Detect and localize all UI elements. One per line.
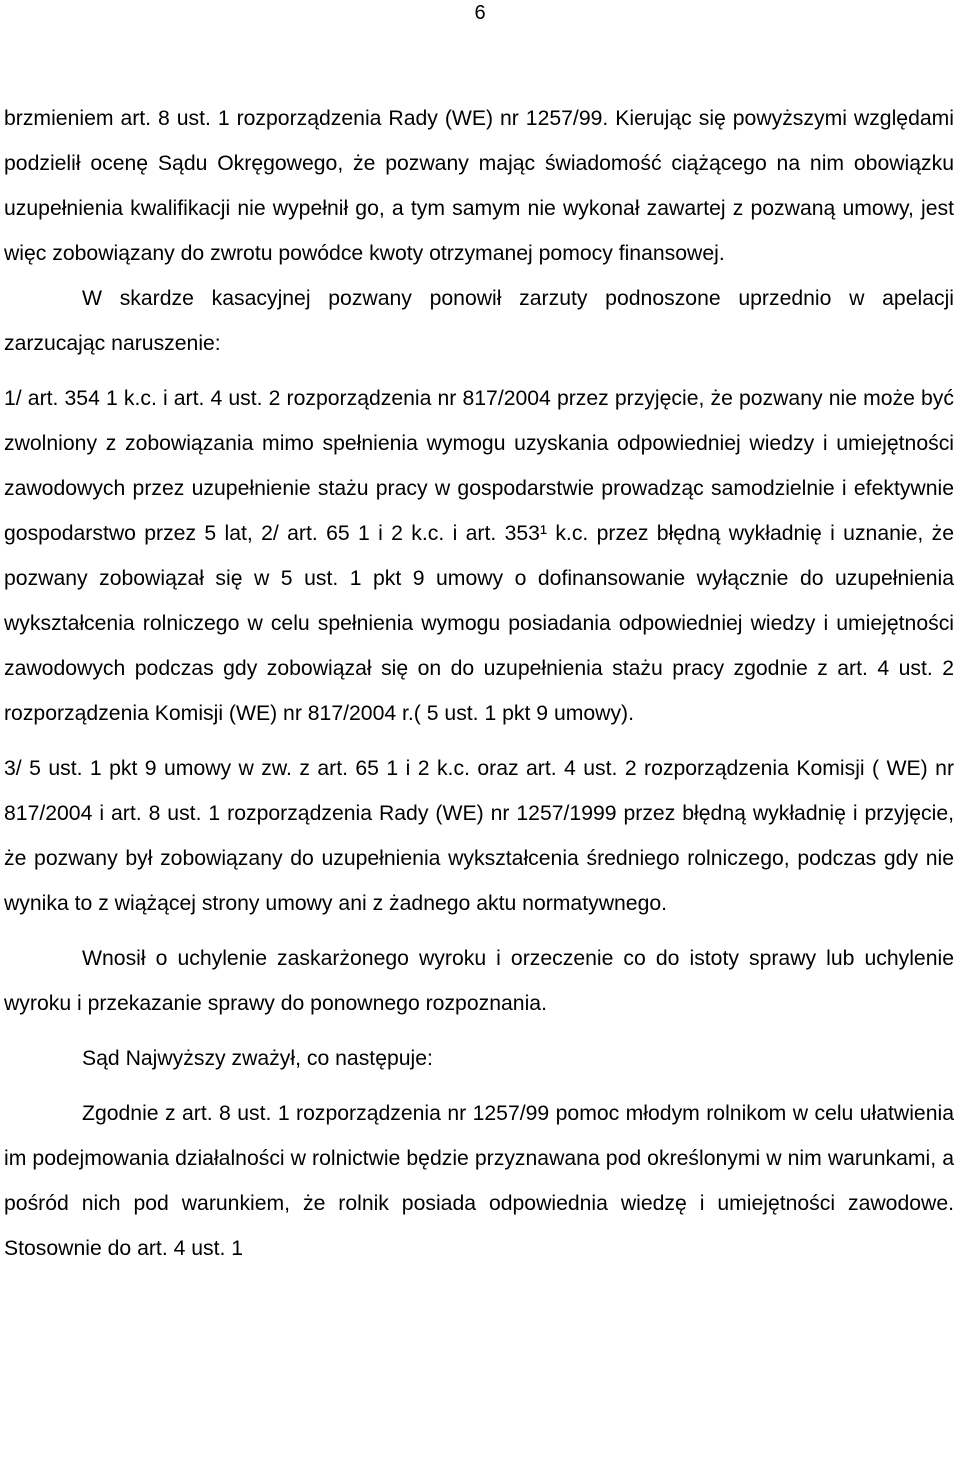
paragraph-2: W skardze kasacyjnej pozwany ponowił zarzuty podnoszone uprzednio w apelacji zarzucając naruszenie:: [4, 287, 954, 355]
paragraph-5: Wnosił o uchylenie zaskarżonego wyroku i orzeczenie co do istoty sprawy lub uchylenie wyroku i przekazanie sprawy do ponownego rozpoznania.: [4, 947, 954, 1015]
paragraph-4: 3/ 5 ust. 1 pkt 9 umowy w zw. z art. 65 1 i 2 k.c. oraz art. 4 ust. 2 rozporządzenia Komisji ( WE) nr 817/2004 i art. 8 ust. 1 rozporządzenia Rady (WE) nr 1257/1999 przez błędną wykładnię i przyjęcie, że pozwany był zobowiązany do uzupełnienia wykształcenia średniego rolniczego, podczas gdy nie wynika to z wiążącej strony umowy ani z żadnego aktu normatywnego.: [4, 757, 954, 915]
paragraph-1: brzmieniem art. 8 ust. 1 rozporządzenia Rady (WE) nr 1257/99. Kierując się powyższymi względami podzielił ocenę Sądu Okręgowego, że pozwany mając świadomość ciążącego na nim obowiązku uzupełnienia kwalifikacji nie wypełnił go, a tym samym nie wykonał zawartej z pozwaną umowy, jest więc zobowiązany do zwrotu powódce kwoty otrzymanej pomocy finansowej.: [4, 107, 954, 265]
document-body: [4, 96, 954, 1271]
paragraph-7: Zgodnie z art. 8 ust. 1 rozporządzenia nr 1257/99 pomoc młodym rolnikom w celu ułatwienia im podejmowania działalności w rolnictwie będzie przyznawana pod określonymi w nim warunkami, a pośród nich pod warunkiem, że rolnik posiada odpowiednia wiedzę i umiejętności zawodowe. Stosownie do art. 4 ust. 1: [4, 1102, 954, 1260]
paragraph-3: 1/ art. 354 1 k.c. i art. 4 ust. 2 rozporządzenia nr 817/2004 przez przyjęcie, że pozwany nie może być zwolniony z zobowiązania mimo spełnienia wymogu uzyskania odpowiedniej wiedzy i umiejętności zawodowych przez uzupełnienie stażu pracy w gospodarstwie prowadząc samodzielnie i efektywnie gospodarstwo przez 5 lat, 2/ art. 65 1 i 2 k.c. i art. 353¹ k.c. przez błędną wykładnię i uznanie, że pozwany zobowiązał się w 5 ust. 1 pkt 9 umowy o dofinansowanie wyłącznie do uzupełnienia wykształcenia rolniczego w celu spełnienia wymogu posiadania odpowiedniej wiedzy i umiejętności zawodowych podczas gdy zobowiązał się on do uzupełnienia stażu pracy zgodnie z art. 4 ust. 2 rozporządzenia Komisji (WE) nr 817/2004 r.( 5 ust. 1 pkt 9 umowy).: [4, 387, 954, 725]
page-number: 6: [474, 2, 486, 24]
paragraph-6: Sąd Najwyższy zważył, co następuje:: [82, 1047, 433, 1070]
